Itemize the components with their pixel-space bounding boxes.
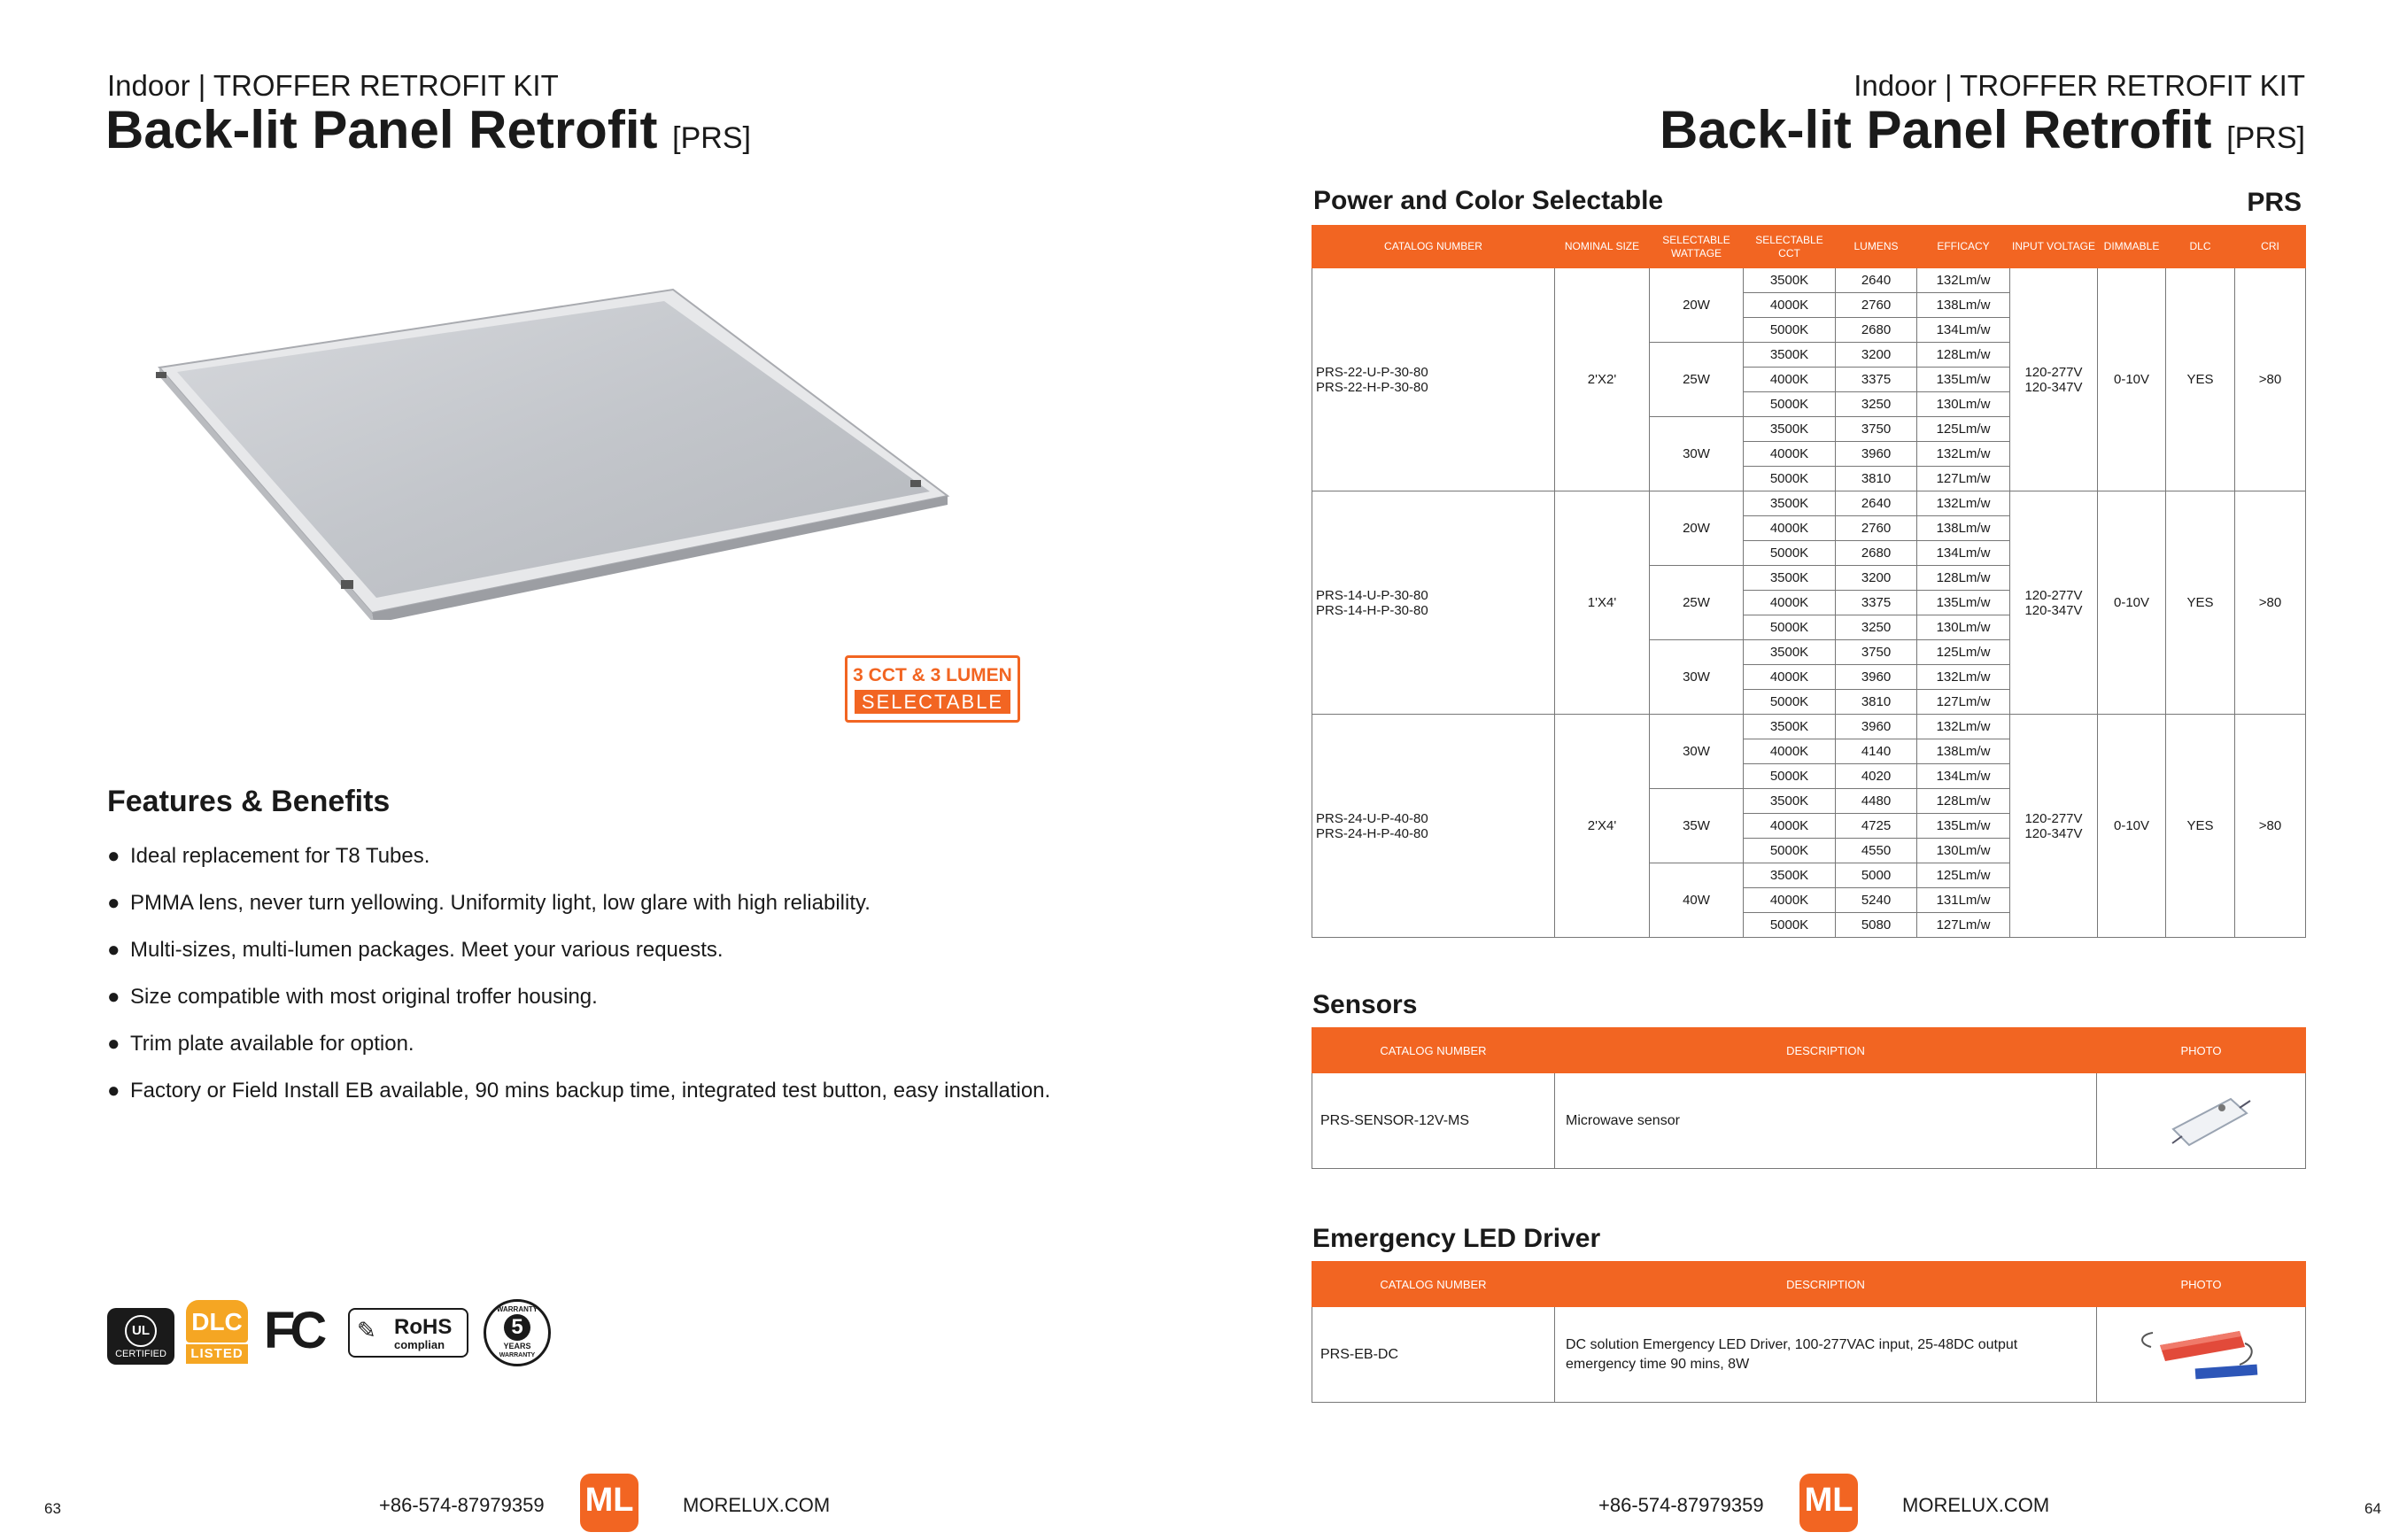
lumens-cell: 3810 [1836, 467, 1917, 491]
size-cell: 2'X2' [1555, 268, 1650, 491]
wattage-cell: 30W [1650, 715, 1744, 789]
voltage-cell: 120-277V 120-347V [2010, 268, 2098, 491]
lumens-cell: 2640 [1836, 268, 1917, 293]
catalog-cell: PRS-14-U-P-30-80 PRS-14-H-P-30-80 [1312, 491, 1555, 715]
right-title [1660, 99, 2305, 160]
wattage-cell: 30W [1650, 417, 1744, 491]
catalog-cell: PRS-24-U-P-40-80 PRS-24-H-P-40-80 [1312, 715, 1555, 938]
cct-cell: 5000K [1744, 764, 1836, 789]
driver-col-description: DESCRIPTION [1555, 1262, 2097, 1307]
lumens-cell: 3250 [1836, 392, 1917, 417]
sensor-catalog: PRS-SENSOR-12V-MS [1312, 1073, 1555, 1169]
left-title [105, 99, 751, 160]
cct-cell: 3500K [1744, 640, 1836, 665]
cct-cell: 4000K [1744, 442, 1836, 467]
col-cri: CRI [2235, 226, 2306, 268]
cct-cell: 4000K [1744, 888, 1836, 913]
driver-image [2098, 1308, 2307, 1397]
driver-col-catalog: CATALOG NUMBER [1312, 1262, 1555, 1307]
efficacy-cell: 130Lm/w [1917, 615, 2010, 640]
dlc-listed-logo: DLC LISTED [186, 1300, 248, 1364]
efficacy-cell: 138Lm/w [1917, 739, 2010, 764]
cct-cell: 5000K [1744, 541, 1836, 566]
lumens-cell: 5000 [1836, 863, 1917, 888]
phone-right: +86-574-87979359 [1598, 1494, 1764, 1516]
efficacy-cell: 128Lm/w [1917, 566, 2010, 591]
lumens-cell: 3960 [1836, 715, 1917, 739]
efficacy-cell: 131Lm/w [1917, 888, 2010, 913]
efficacy-cell: 134Lm/w [1917, 764, 2010, 789]
right-title-text: Back-lit Panel Retrofit [1660, 100, 2212, 159]
wattage-cell: 30W [1650, 640, 1744, 715]
lumens-cell: 4480 [1836, 789, 1917, 814]
lumens-cell: 4550 [1836, 839, 1917, 863]
cct-cell: 4000K [1744, 739, 1836, 764]
lumens-cell: 4725 [1836, 814, 1917, 839]
leaf-icon: ✎ [357, 1317, 376, 1343]
cct-cell: 3500K [1744, 863, 1836, 888]
page-number-right: 64 [2364, 1500, 2381, 1517]
feature-item: ● Trim plate available for option. [107, 1032, 414, 1056]
feature-item: ● Factory or Field Install EB available, 90 mins backup time, integrated test button, easy installation. [107, 1079, 1051, 1103]
dimmable-cell: 0-10V [2098, 491, 2166, 715]
dlc-cell: YES [2166, 715, 2235, 938]
morelux-logo-left: ML [580, 1474, 638, 1532]
efficacy-cell: 138Lm/w [1917, 293, 2010, 318]
cct-cell: 4000K [1744, 591, 1836, 615]
catalog-cell: PRS-22-U-P-30-80 PRS-22-H-P-30-80 [1312, 268, 1555, 491]
efficacy-cell: 135Lm/w [1917, 368, 2010, 392]
sensors-title: Sensors [1312, 990, 1418, 1019]
efficacy-cell: 125Lm/w [1917, 863, 2010, 888]
cct-cell: 5000K [1744, 690, 1836, 715]
site-right: MORELUX.COM [1902, 1494, 2050, 1516]
col-cct: SELECTABLE CCT [1744, 226, 1836, 268]
cct-cell: 3500K [1744, 491, 1836, 516]
efficacy-cell: 132Lm/w [1917, 715, 2010, 739]
cct-cell: 3500K [1744, 715, 1836, 739]
cct-cell: 3500K [1744, 343, 1836, 368]
efficacy-cell: 134Lm/w [1917, 541, 2010, 566]
dimmable-cell: 0-10V [2098, 268, 2166, 491]
wattage-cell: 20W [1650, 491, 1744, 566]
lumens-cell: 3375 [1836, 368, 1917, 392]
wattage-cell: 20W [1650, 268, 1744, 343]
efficacy-cell: 125Lm/w [1917, 640, 2010, 665]
phone-left: +86-574-87979359 [379, 1494, 545, 1516]
cct-cell: 5000K [1744, 318, 1836, 343]
lumens-cell: 4140 [1836, 739, 1917, 764]
cct-cell: 5000K [1744, 839, 1836, 863]
efficacy-cell: 125Lm/w [1917, 417, 2010, 442]
spec-table-body [1312, 268, 2306, 938]
lumens-cell: 2680 [1836, 318, 1917, 343]
sensor-description: Microwave sensor [1555, 1073, 2097, 1169]
features-list [107, 832, 1050, 1114]
lumens-cell: 5240 [1836, 888, 1917, 913]
cri-cell: >80 [2235, 715, 2306, 938]
efficacy-cell: 132Lm/w [1917, 665, 2010, 690]
cct-cell: 4000K [1744, 516, 1836, 541]
cct-cell: 3500K [1744, 417, 1836, 442]
table-row [1312, 715, 2306, 739]
spec-tag: PRS [2247, 188, 2302, 217]
dimmable-cell: 0-10V [2098, 715, 2166, 938]
wattage-cell: 25W [1650, 566, 1744, 640]
cri-cell: >80 [2235, 268, 2306, 491]
morelux-logo-right: ML [1799, 1474, 1858, 1532]
table-row [1312, 1073, 2306, 1169]
size-cell: 2'X4' [1555, 715, 1650, 938]
spec-table [1312, 225, 2306, 938]
col-efficacy: EFFICACY [1917, 226, 2010, 268]
efficacy-cell: 132Lm/w [1917, 268, 2010, 293]
left-title-code: [PRS] [672, 121, 751, 155]
efficacy-cell: 127Lm/w [1917, 690, 2010, 715]
dlc-cell: YES [2166, 491, 2235, 715]
warranty-5-years-logo: WARRANTY 5 YEARS WARRANTY [484, 1299, 551, 1366]
voltage-cell: 120-277V 120-347V [2010, 491, 2098, 715]
cct-cell: 4000K [1744, 665, 1836, 690]
cct-cell: 4000K [1744, 293, 1836, 318]
lumens-cell: 3960 [1836, 442, 1917, 467]
cct-cell: 3500K [1744, 789, 1836, 814]
cct-cell: 3500K [1744, 268, 1836, 293]
sensor-photo [2097, 1073, 2306, 1169]
left-title-text: Back-lit Panel Retrofit [105, 100, 658, 159]
badge-line1: 3 CCT & 3 LUMEN [853, 665, 1012, 685]
feature-item: ● Size compatible with most original troffer housing. [107, 985, 598, 1009]
col-wattage: SELECTABLE WATTAGE [1650, 226, 1744, 268]
table-row [1312, 491, 2306, 516]
ul-certified-logo: UL CERTIFIED [107, 1308, 174, 1365]
cct-cell: 5000K [1744, 392, 1836, 417]
efficacy-cell: 134Lm/w [1917, 318, 2010, 343]
efficacy-cell: 132Lm/w [1917, 442, 2010, 467]
panel-product-image [151, 283, 956, 620]
col-voltage: INPUT VOLTAGE [2010, 226, 2098, 268]
feature-item: ● PMMA lens, never turn yellowing. Uniformity light, low glare with high reliability. [107, 891, 871, 915]
sensors-col-catalog: CATALOG NUMBER [1312, 1028, 1555, 1073]
driver-table [1312, 1261, 2306, 1403]
cct-cell: 3500K [1744, 566, 1836, 591]
features-title: Features & Benefits [107, 785, 391, 818]
lumens-cell: 4020 [1836, 764, 1917, 789]
efficacy-cell: 128Lm/w [1917, 343, 2010, 368]
page-number-left: 63 [44, 1500, 61, 1517]
lumens-cell: 3810 [1836, 690, 1917, 715]
efficacy-cell: 128Lm/w [1917, 789, 2010, 814]
lumens-cell: 2680 [1836, 541, 1917, 566]
cri-cell: >80 [2235, 491, 2306, 715]
efficacy-cell: 135Lm/w [1917, 814, 2010, 839]
driver-description: DC solution Emergency LED Driver, 100-277VAC input, 25-48DC output emergency time 90 mins, 8W [1555, 1307, 2097, 1403]
cct-cell: 5000K [1744, 913, 1836, 938]
selectable-badge [845, 655, 1020, 723]
col-dimmable: DIMMABLE [2098, 226, 2166, 268]
driver-col-photo: PHOTO [2097, 1262, 2306, 1307]
col-catalog: CATALOG NUMBER [1312, 226, 1555, 268]
efficacy-cell: 135Lm/w [1917, 591, 2010, 615]
cct-cell: 4000K [1744, 368, 1836, 392]
dlc-cell: YES [2166, 268, 2235, 491]
efficacy-cell: 127Lm/w [1917, 467, 2010, 491]
lumens-cell: 3750 [1836, 417, 1917, 442]
cct-cell: 5000K [1744, 467, 1836, 491]
col-dlc: DLC [2166, 226, 2235, 268]
sensors-col-description: DESCRIPTION [1555, 1028, 2097, 1073]
fc-logo: FC [264, 1302, 322, 1359]
col-size: NOMINAL SIZE [1555, 226, 1650, 268]
table-row [1312, 268, 2306, 293]
sensor-image [2098, 1074, 2307, 1163]
spec-title: Power and Color Selectable [1313, 186, 1664, 215]
spec-header-row [1312, 226, 2306, 268]
efficacy-cell: 132Lm/w [1917, 491, 2010, 516]
lumens-cell: 3960 [1836, 665, 1917, 690]
wattage-cell: 35W [1650, 789, 1744, 863]
efficacy-cell: 130Lm/w [1917, 392, 2010, 417]
lumens-cell: 5080 [1836, 913, 1917, 938]
efficacy-cell: 130Lm/w [1917, 839, 2010, 863]
right-title-code: [PRS] [2226, 121, 2305, 155]
efficacy-cell: 127Lm/w [1917, 913, 2010, 938]
badge-line2: SELECTABLE [855, 690, 1010, 714]
size-cell: 1'X4' [1555, 491, 1650, 715]
lumens-cell: 3200 [1836, 343, 1917, 368]
lumens-cell: 3200 [1836, 566, 1917, 591]
driver-title: Emergency LED Driver [1312, 1224, 1601, 1253]
driver-catalog: PRS-EB-DC [1312, 1307, 1555, 1403]
sensors-table [1312, 1027, 2306, 1169]
voltage-cell: 120-277V 120-347V [2010, 715, 2098, 938]
lumens-cell: 2760 [1836, 293, 1917, 318]
cct-cell: 4000K [1744, 814, 1836, 839]
table-row [1312, 1307, 2306, 1403]
feature-item: ● Multi-sizes, multi-lumen packages. Meet your various requests. [107, 938, 724, 962]
col-lumens: LUMENS [1836, 226, 1917, 268]
right-category: Indoor | TROFFER RETROFIT KIT [1853, 69, 2305, 102]
wattage-cell: 25W [1650, 343, 1744, 417]
feature-item: ● Ideal replacement for T8 Tubes. [107, 844, 430, 868]
cct-cell: 5000K [1744, 615, 1836, 640]
sensors-col-photo: PHOTO [2097, 1028, 2306, 1073]
wattage-cell: 40W [1650, 863, 1744, 938]
rohs-logo: ✎ RoHS complian [348, 1308, 468, 1358]
left-category: Indoor | TROFFER RETROFIT KIT [107, 69, 559, 102]
driver-photo [2097, 1307, 2306, 1403]
lumens-cell: 3750 [1836, 640, 1917, 665]
site-left: MORELUX.COM [683, 1494, 831, 1516]
lumens-cell: 3250 [1836, 615, 1917, 640]
lumens-cell: 2640 [1836, 491, 1917, 516]
lumens-cell: 2760 [1836, 516, 1917, 541]
efficacy-cell: 138Lm/w [1917, 516, 2010, 541]
lumens-cell: 3375 [1836, 591, 1917, 615]
